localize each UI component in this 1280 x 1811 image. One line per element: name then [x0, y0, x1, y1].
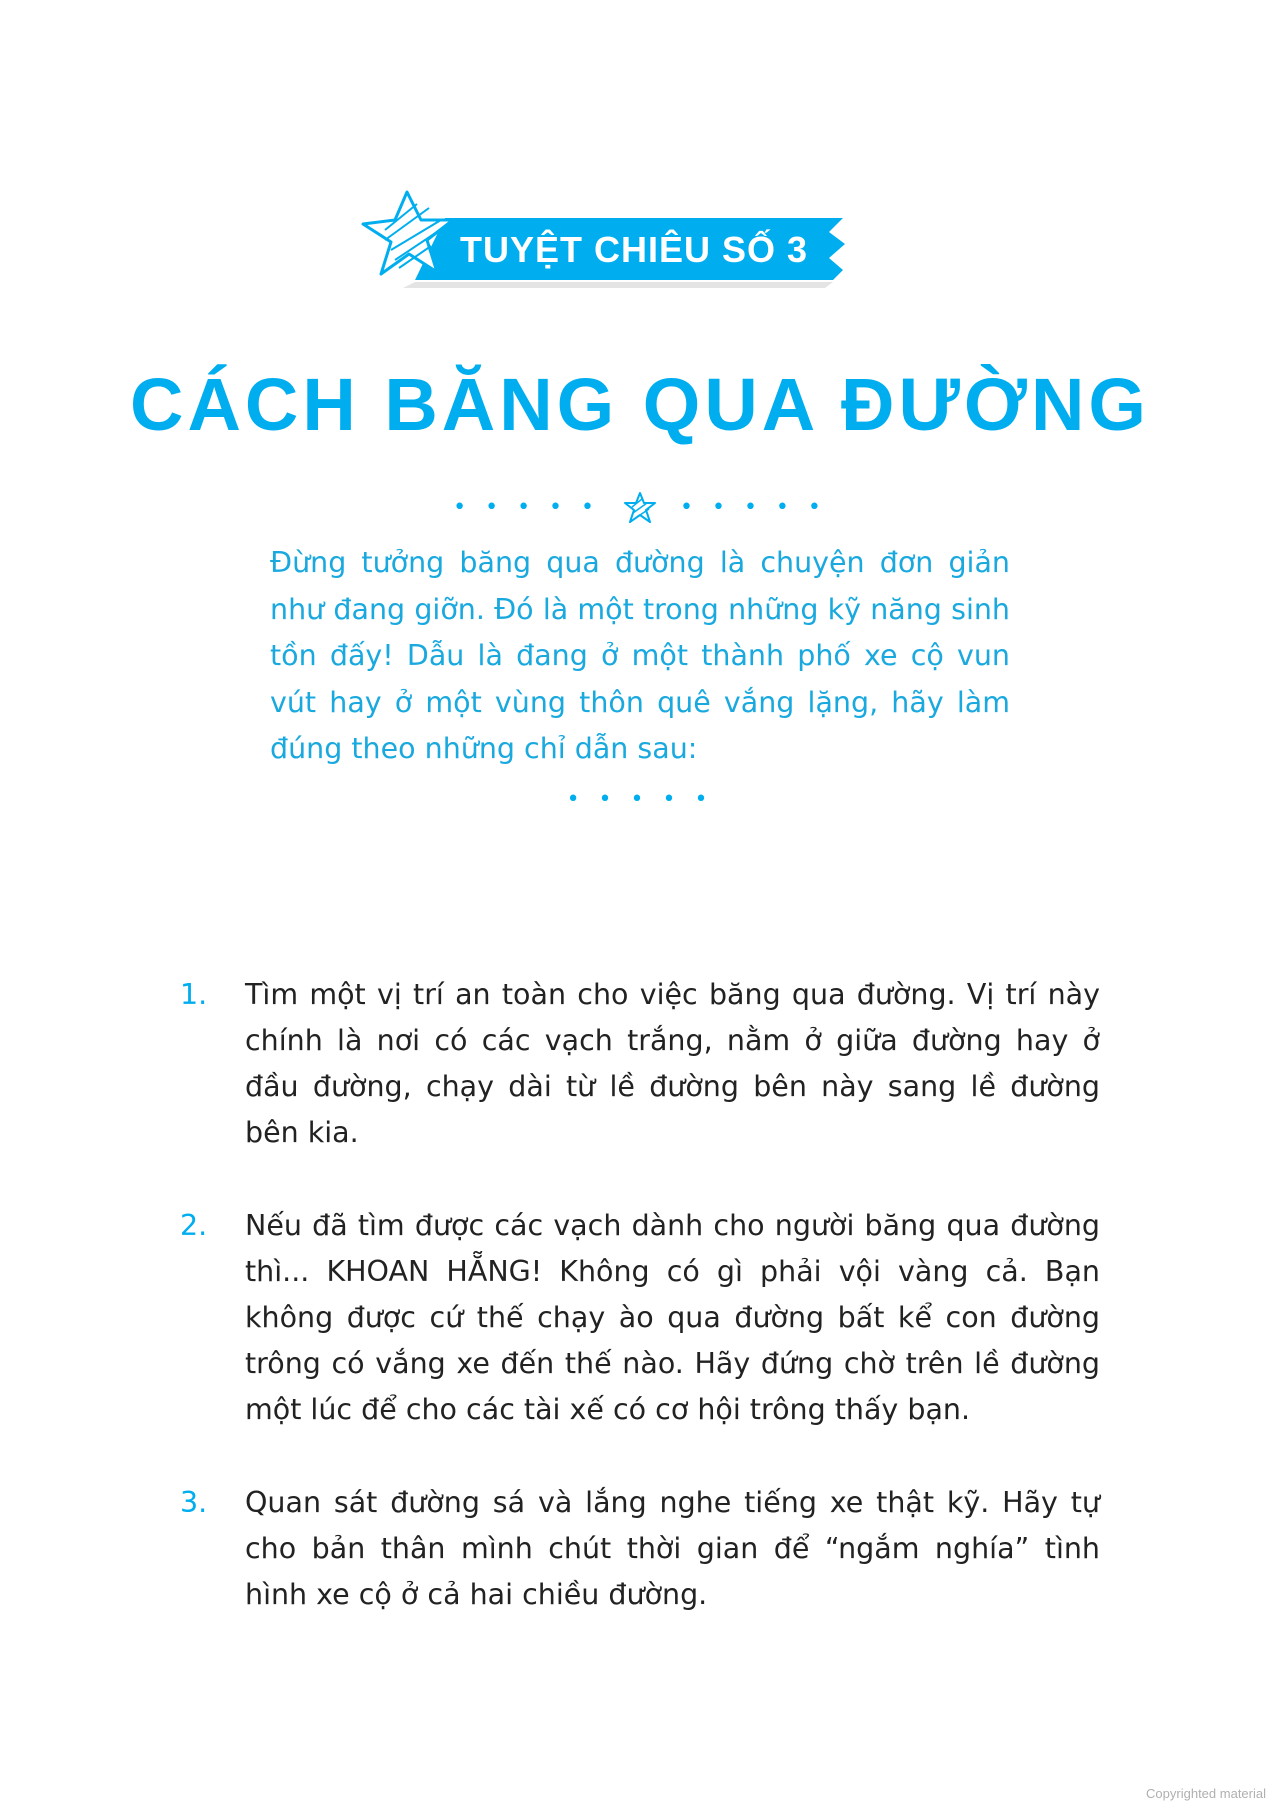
list-item [180, 972, 1100, 1156]
banner-label: TUYỆT CHIÊU SỐ 3 [460, 229, 809, 270]
list-item [180, 1203, 1100, 1433]
list-item-number: 1. [180, 978, 208, 1011]
separator-dots-right: • • • • • [680, 495, 827, 520]
list-item-number: 3. [180, 1486, 208, 1519]
star-icon [623, 491, 657, 525]
instruction-list [180, 972, 1100, 1665]
separator-dots-left: • • • • • [453, 495, 600, 520]
separator-top [0, 488, 1280, 528]
separator-bottom: • • • • • [566, 787, 714, 812]
list-item-text: Quan sát đường sá và lắng nghe tiếng xe thật kỹ. Hãy tự cho bản thân mình chút thời gian để “ngắm nghía” tình hình xe cộ ở cả hai chiều đường. [245, 1486, 1100, 1611]
list-item [180, 1480, 1100, 1618]
intro-paragraph: Đừng tưởng băng qua đường là chuyện đơn giản như đang giỡn. Đó là một trong những kỹ năng sinh tồn đấy! Dẫu là đang ở một thành phố xe cộ vun vút hay ở một vùng thôn quê vắng lặng, hãy làm đúng theo những chỉ dẫn sau: [270, 546, 1010, 765]
copyright-notice: Copyrighted material [1146, 1786, 1266, 1801]
chapter-banner [355, 180, 855, 300]
list-item-text: Tìm một vị trí an toàn cho việc băng qua đường. Vị trí này chính là nơi có các vạch trắng, nằm ở giữa đường hay ở đầu đường, chạy dài từ lề đường bên này sang lề đường bên kia. [245, 978, 1100, 1149]
list-item-number: 2. [180, 1209, 208, 1242]
list-item-text: Nếu đã tìm được các vạch dành cho người băng qua đường thì... KHOAN HẴNG! Không có gì phải vội vàng cả. Bạn không được cứ thế chạy ào qua đường bất kể con đường trông có vắng xe đến thế nào. Hãy đứng chờ trên lề đường một lúc để cho các tài xế có cơ hội trông thấy bạn. [245, 1209, 1100, 1426]
page-title: CÁCH BĂNG QUA ĐƯỜNG [130, 363, 1150, 446]
